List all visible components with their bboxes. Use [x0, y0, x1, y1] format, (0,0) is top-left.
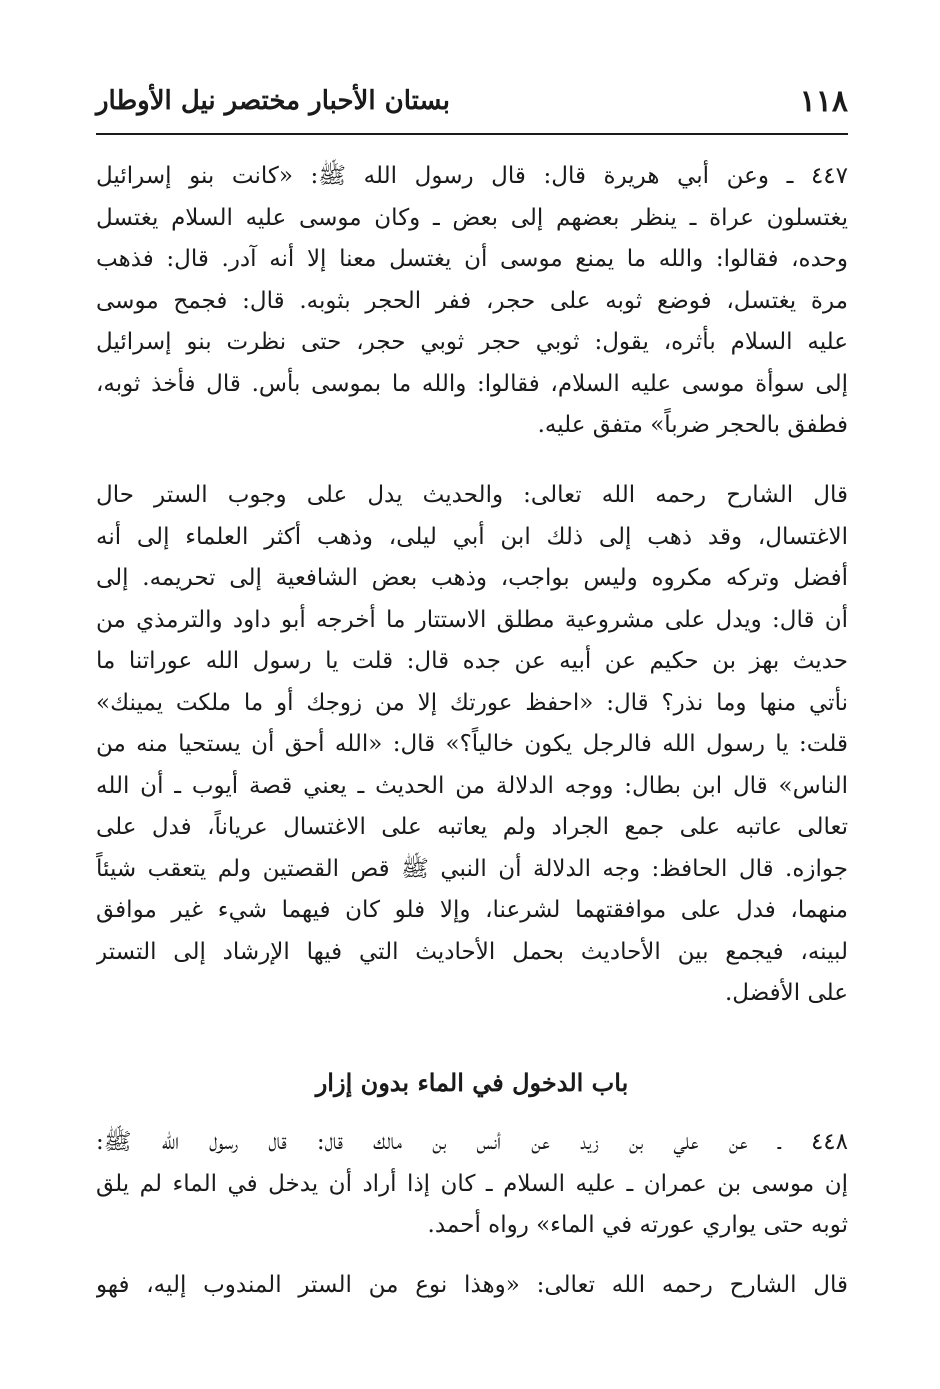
- text-line: أفضل وتركه مكروه وليس بواجب، وذهب بعض الشافعية إلى تحريمه. إلى: [96, 565, 848, 591]
- page-header: [96, 80, 848, 130]
- page-number: ١١٨: [799, 84, 848, 119]
- text-line: ثوبه حتى يواري عورته في الماء» رواه أحمد.: [427, 1212, 848, 1238]
- text-line: الاغتسال، وقد ذهب إلى ذلك ابن أبي ليلى، وذهب أكثر العلماء إلى أنه: [96, 523, 848, 550]
- text-line: الناس» قال ابن بطال: ووجه الدلالة من الحديث ـ يعني قصة أيوب ـ أن الله: [96, 772, 848, 799]
- book-title: بستان الأحبار مختصر نيل الأوطار: [96, 86, 450, 116]
- text-line: منهما، فدل على موافقتهما لشرعنا، وإلا فلو كان فيهما شيء غير موافق: [96, 897, 848, 923]
- commentary-paragraph: [96, 1265, 848, 1307]
- text-line: قال الشارح رحمه الله تعالى: والحديث يدل على وجوب الستر حال: [96, 482, 848, 508]
- text-line: على الأفضل.: [725, 980, 848, 1006]
- text-line: لبينه، فيجمع بين الأحاديث بحمل الأحاديث التي فيها الإرشاد إلى التستر: [96, 938, 848, 965]
- header-divider: [96, 133, 848, 135]
- chapter-heading: باب الدخول في الماء بدون إزار: [315, 1068, 629, 1097]
- text-line: إلى سوأة موسى عليه السلام، فقالوا: والله ما بموسى بأس. قال فأخذ ثوبه،: [96, 370, 848, 397]
- text-line: قال الشارح رحمه الله تعالى: «وهذا نوع من الستر المندوب إليه، فهو: [96, 1272, 848, 1298]
- text-line: أن قال: ويدل على مشروعية مطلق الاستتار ما أخرجه أبو داود والترمذي من: [96, 606, 848, 633]
- text-line: يغتسلون عراة ـ ينظر بعضهم إلى بعض ـ وكان موسى عليه السلام يغتسل: [96, 204, 848, 231]
- text-line: نأتي منها وما نذر؟ قال: «احفظ عورتك إلا من زوجك أو ما ملكت يمينك»: [96, 689, 848, 716]
- commentary-paragraph: [96, 475, 848, 1015]
- book-page: [96, 0, 848, 1389]
- text-line: قلت: يا رسول الله فالرجل يكون خالياً؟» قال: «الله أحق أن يستحيا منه من: [96, 731, 848, 757]
- hadith-447: [96, 156, 848, 447]
- text-line: جوازه. قال الحافظ: وجه الدلالة أن النبي ﷺ قص القصتين ولم يتعقب شيئاً: [96, 855, 848, 882]
- text-line: مرة يغتسل، فوضع ثوبه على حجر، ففر الحجر بثوبه. قال: فجمح موسى: [96, 287, 848, 314]
- text-line: إن موسى بن عمران ـ عليه السلام ـ كان إذا أراد أن يدخل في الماء لم يلق: [96, 1170, 848, 1197]
- text-line: ٤٤٧ ـ وعن أبي هريرة قال: قال رسول الله ﷺ: «كانت بنو إسرائيل: [96, 163, 848, 189]
- text-line: وحده، فقالوا: والله ما يمنع موسى أن يغتسل معنا إلا أنه آدر. قال: فذهب: [96, 246, 848, 272]
- hadith-448: [96, 1122, 848, 1247]
- text-line: ٤٤٨ ـ عن علي بن زيد عن أنس بن مالك قال: قال رسول الله ﷺ:: [96, 1129, 848, 1155]
- text-line: حديث بهز بن حكيم عن أبيه عن جده قال: قلت يا رسول الله عوراتنا ما: [96, 648, 848, 674]
- text-line: فطفق بالحجر ضرباً» متفق عليه.: [537, 412, 848, 438]
- text-line: تعالى عاتبه على جمع الجراد ولم يعاتبه على الاغتسال عرياناً، فدل على: [96, 814, 848, 840]
- text-line: عليه السلام بأثره، يقول: ثوبي حجر ثوبي حجر، حتى نظرت بنو إسرائيل: [96, 329, 848, 355]
